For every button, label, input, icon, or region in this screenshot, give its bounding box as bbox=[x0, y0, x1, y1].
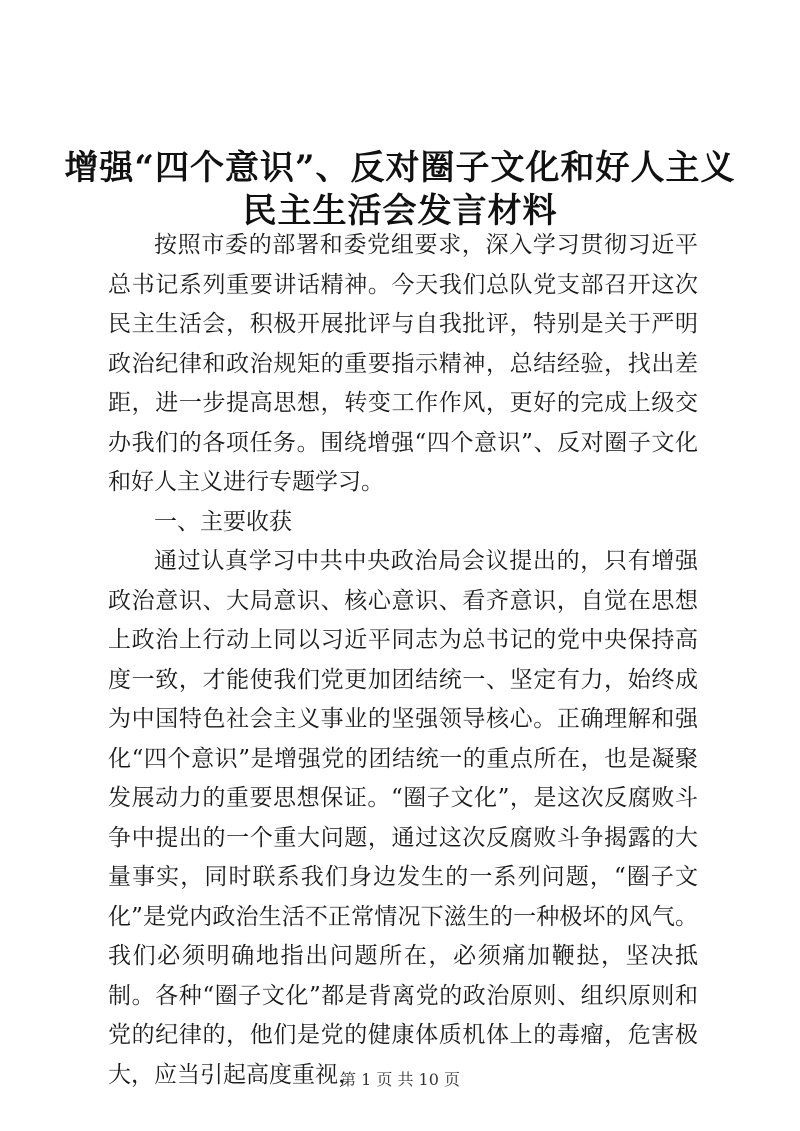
document-title-line-1: 增强“四个意识”、反对圈子文化和好人主义 bbox=[64, 148, 736, 188]
section-heading-main-gains: 一、主要收获 bbox=[154, 508, 292, 535]
paragraph-intro: 按照市委的部署和委党组要求，深入学习贯彻习近平总书记系列重要讲话精神。今天我们总队党支部召开这次民主生活会，积极开展批评与自我批评，特别是关于严明政治纪律和政治规矩的重要指示精神，总结经验，找出差距，进一步提高思想，转变工作作风，更好的完成上级交办我们的各项任务。围绕增强“四个意识”、反对圈子文化和好人主义进行专题学习。 bbox=[108, 232, 698, 495]
document-title-line-2: 民主生活会发言材料 bbox=[242, 191, 558, 231]
page-footer: 第 1 页 共 10 页 bbox=[340, 1070, 460, 1089]
document-body bbox=[108, 226, 698, 1095]
paragraph-main-gains: 通过认真学习中共中央政治局会议提出的，只有增强政治意识、大局意识、核心意识、看齐意识，自觉在思想上政治上行动上同以习近平同志为总书记的党中央保持高度一致，才能使我们党更加团结统一、坚定有力，始终成为中国特色社会主义事业的坚强领导核心。正确理解和强化“四个意识”是增强党的团结统一的重点所在，也是凝聚发展动力的重要思想保证。“圈子文化”，是这次反腐败斗争中提出的一个重大问题，通过这次反腐败斗争揭露的大量事实，同时联系我们身边发生的一系列问题，“圈子文化”是党内政治生活不正常情况下滋生的一种极坏的风气。我们必须明确地指出问题所在，必须痛加鞭挞，坚决抵制。各种“圈子文化”都是背离党的政治原则、组织原则和党的纪律的，他们是党的健康体质机体上的毒瘤，危害极大，应当引起高度重视， bbox=[108, 548, 698, 1088]
